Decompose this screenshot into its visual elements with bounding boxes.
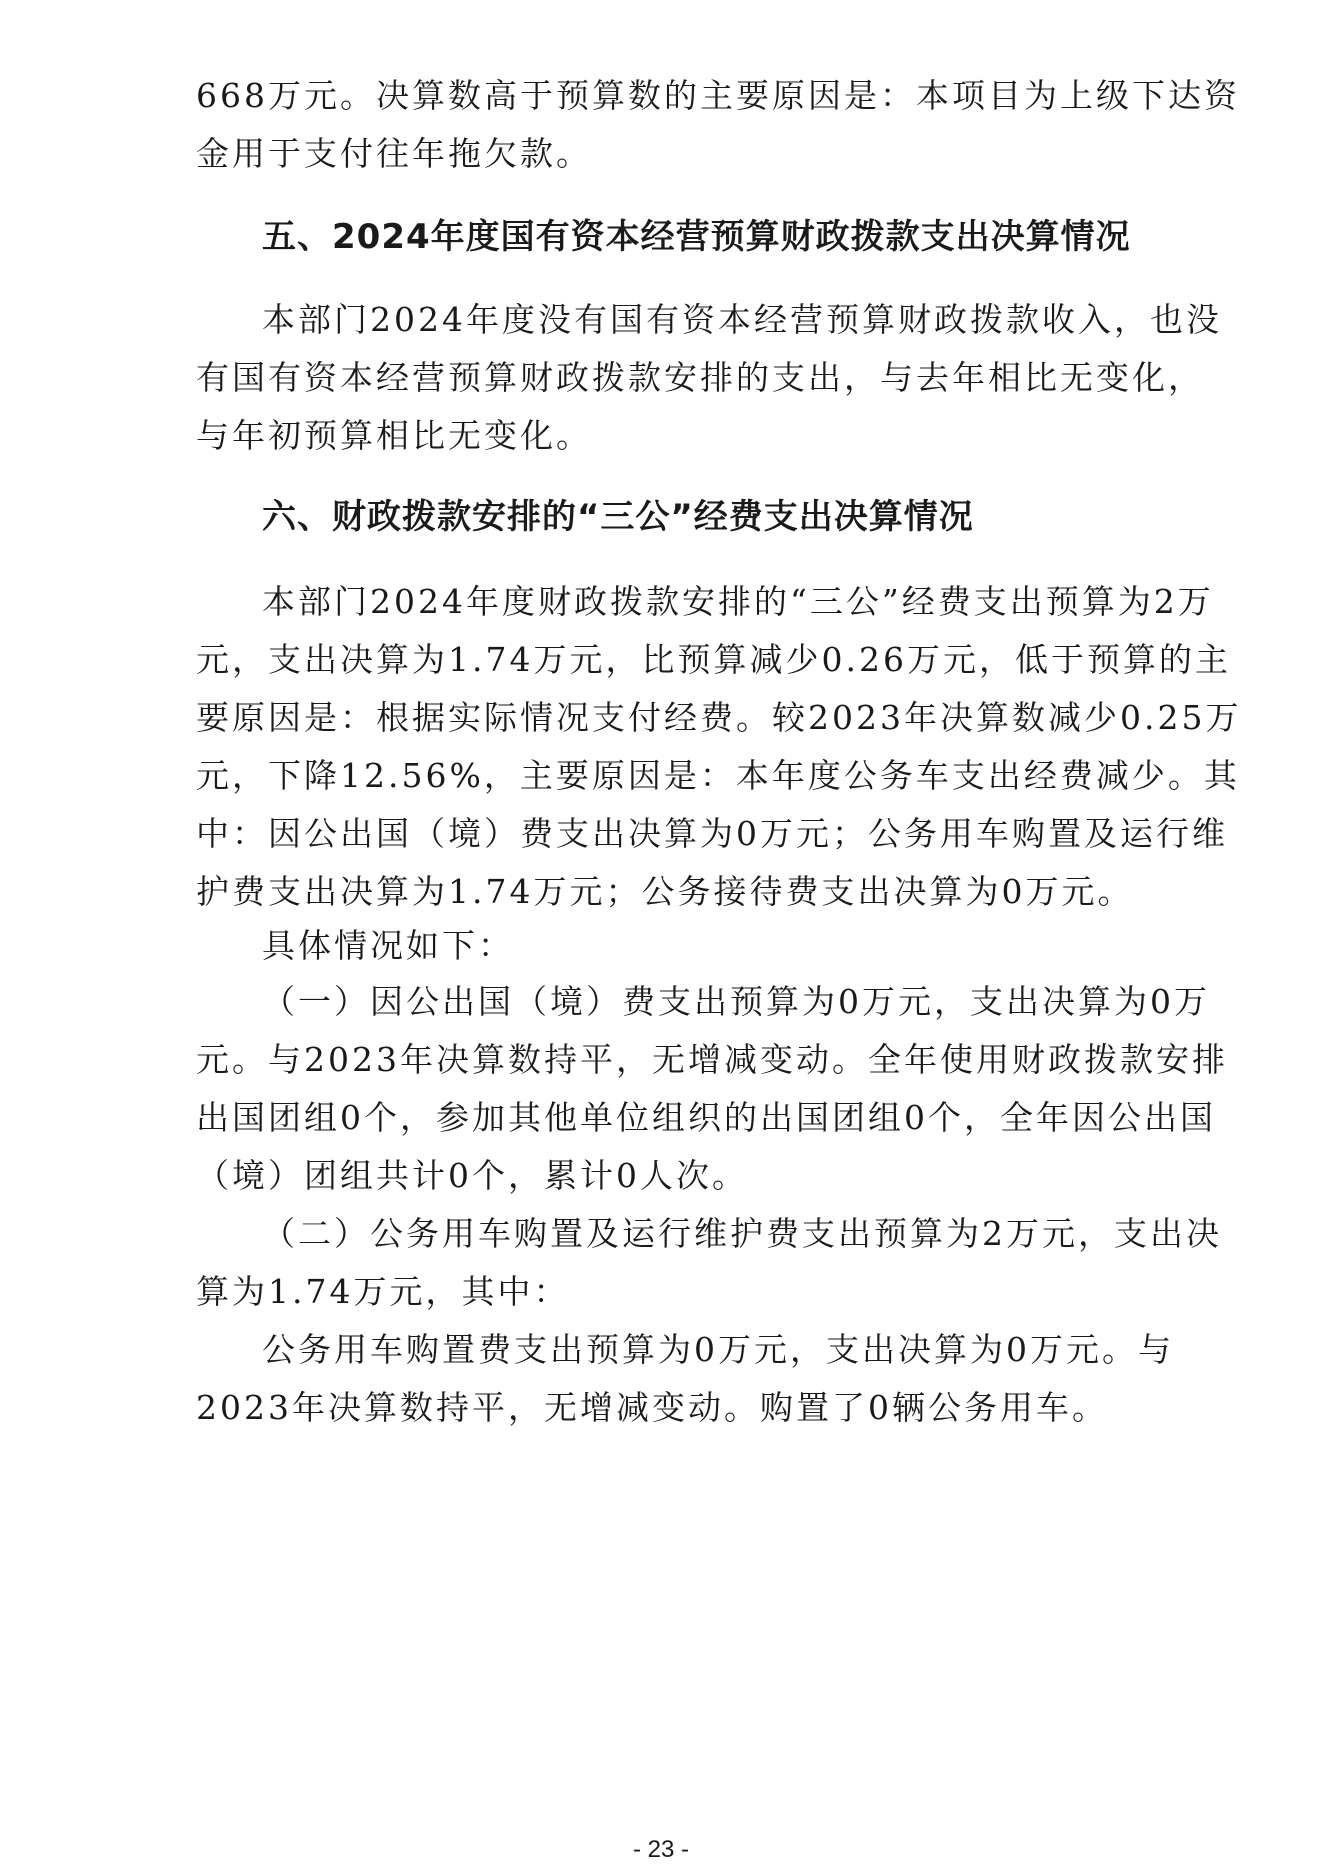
paragraph-line: 元，支出决算为1.74万元，比预算减少0.26万元，低于预算的主 <box>196 640 1231 679</box>
paragraph-line: 金用于支付往年拖欠款。 <box>196 134 592 173</box>
section5-heading: 五、2024年度国有资本经营预算财政拨款支出决算情况 <box>262 217 1131 257</box>
paragraph-line: 公务用车购置费支出预算为0万元，支出决算为0万元。与 <box>262 1330 1174 1369</box>
paragraph-line: 中：因公出国（境）费支出决算为0万元；公务用车购置及运行维 <box>196 814 1228 853</box>
paragraph-line: 出国团组0个，参加其他单位组织的出国团组0个，全年因公出国 <box>196 1098 1216 1137</box>
paragraph-line: 元，下降12.56%，主要原因是：本年度公务车支出经费减少。其 <box>196 756 1240 795</box>
paragraph-line: 元。与2023年决算数持平，无增减变动。全年使用财政拨款安排 <box>196 1040 1228 1079</box>
paragraph-line: 有国有资本经营预算财政拨款安排的支出，与去年相比无变化， <box>196 358 1204 397</box>
paragraph-line: 本部门2024年度财政拨款安排的“三公”经费支出预算为2万 <box>262 582 1214 621</box>
paragraph-line: （境）团组共计0个，累计0人次。 <box>196 1156 748 1195</box>
details-intro: 具体情况如下： <box>262 926 514 965</box>
paragraph-line: 2023年决算数持平，无增减变动。购置了0辆公务用车。 <box>196 1388 1108 1427</box>
paragraph-line: （一）因公出国（境）费支出预算为0万元，支出决算为0万 <box>262 982 1210 1021</box>
paragraph-line: 要原因是：根据实际情况支付经费。较2023年决算数减少0.25万 <box>196 698 1242 737</box>
paragraph-line: （二）公务用车购置及运行维护费支出预算为2万元，支出决 <box>262 1214 1222 1253</box>
section6-heading: 六、财政拨款安排的“三公”经费支出决算情况 <box>262 497 974 537</box>
paragraph-line: 算为1.74万元，其中： <box>196 1272 570 1311</box>
paragraph-line: 本部门2024年度没有国有资本经营预算财政拨款收入，也没 <box>262 300 1222 339</box>
paragraph-line: 与年初预算相比无变化。 <box>196 416 592 455</box>
paragraph-line: 668万元。决算数高于预算数的主要原因是：本项目为上级下达资 <box>196 76 1240 115</box>
paragraph-line: 护费支出决算为1.74万元；公务接待费支出决算为0万元。 <box>196 872 1134 911</box>
page-number: - 23 - <box>632 1836 689 1863</box>
